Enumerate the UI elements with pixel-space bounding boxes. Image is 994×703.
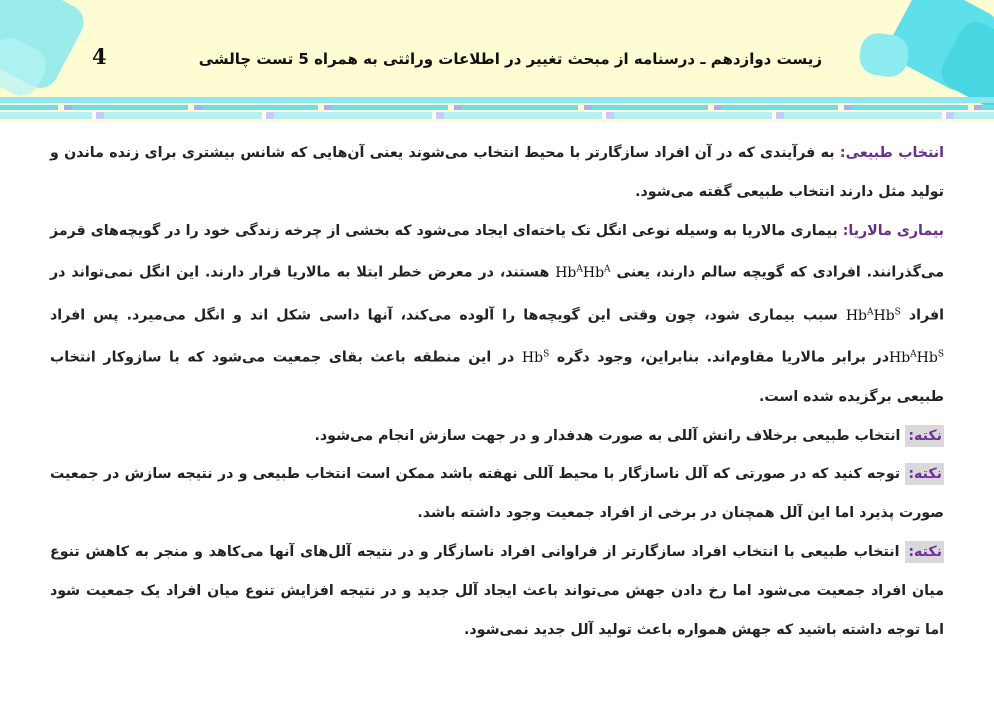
page-number: 4 [92,44,107,69]
note-label: نکته: [905,541,944,563]
genotype-hba-hba: $Hb^AHb^A$ [555,264,611,282]
note-2 [50,455,944,533]
natural-selection-paragraph [50,134,944,212]
malaria-text-5: در این منطقه باعث بقای جمعیت می‌شود که با سازوکار انتخاب طبیعی برگزیده شده است. [50,349,944,405]
note-text: انتخاب طبیعی با انتخاب افراد سازگارتر از فراوانی افراد ناسازگار و در نتیجه آلل‌های آنها می‌کاهد و منجر به کاهش تنوع میان افراد جمعیت می‌شود اما رخ دادن جهش می‌تواند باعث ایجاد آلل جدید و در نتیجه افزایش تنوع میان افراد یک جمعیت شود اما توجه داشته باشید که جهش همواره باعث تولید آلل جدید نمی‌شود. [50,543,944,638]
stripe-band-top [0,97,994,103]
lesson-content [50,134,944,649]
allele-hbs: $Hb^S$ [521,349,550,366]
malaria-text-3: سبب بیماری شود، چون وقتی این گویچه‌ها را آلوده می‌کند، آنها داسی شکل اند و انگل می‌میرد. پس افراد [50,307,846,324]
malaria-term: بیماری مالاریا: [842,222,944,239]
page-header [0,0,994,122]
genotype-hba-hbs-2: $Hb^AHb^S$ [888,349,944,366]
page-title: زیست دوازدهم ـ درسنامه از مبحث تغییر در اطلاعات وراثتی به همراه 5 تست چالشی [198,50,822,68]
note-text: توجه کنید که در صورتی که آلل ناسازگار با محیط آللی نهفته باشد ممکن است انتخاب طبیعی و در نتیجه سازش در جمعیت صورت پذیرد اما این آلل همچنان در برخی از افراد جمعیت وجود داشته باشد. [50,466,944,522]
natural-selection-text: به فرآیندی که در آن افراد سازگارتر با محیط انتخاب می‌شوند یعنی آن‌هایی که شانس بیشتری برای زنده ماندن و تولید مثل دارند انتخاب طبیعی گفته می‌شود. [50,145,944,200]
note-label: نکته: [905,463,944,485]
note-text: انتخاب طبیعی برخلاف رانش آللی به صورت هدفدار و در جهت سازش انجام می‌شود. [314,427,906,444]
malaria-paragraph [50,212,944,417]
malaria-text-2: هستند، در معرض خطر ابتلا به مالاریا قرار دارند. این انگل نمی‌تواند در افراد [50,265,945,324]
natural-selection-term: انتخاب طبیعی: [839,145,944,161]
stripe-band-bottom [0,112,994,119]
note-label: نکته: [905,425,944,447]
malaria-text-4: در برابر مالاریا مقاوم‌اند. بنابراین، وجود دگره [549,349,889,366]
genotype-hba-hbs: $Hb^AHb^S$ [845,306,901,324]
note-1 [50,417,944,456]
malaria-text-1: بیماری مالاریا به وسیله نوعی انگل تک یاخته‌ای ایجاد می‌شود که بخشی از چرخه زندگی خود را در گویچه‌های قرمز می‌گذرانند. افرادی که گویچه سالم دارند، یعنی [50,222,944,282]
note-3 [50,533,944,649]
stripe-band-middle [0,105,994,110]
